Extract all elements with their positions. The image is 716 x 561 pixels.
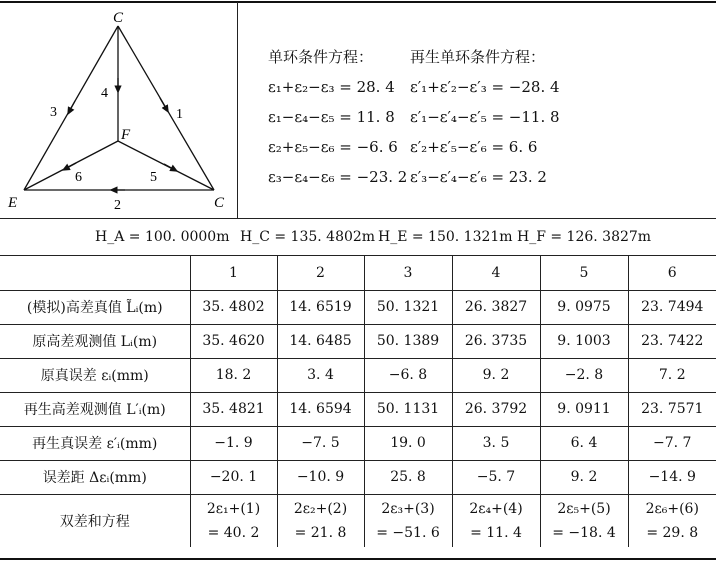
table-corner-cell xyxy=(0,256,190,290)
table-cell xyxy=(628,494,716,547)
table-cell: 7. 2 xyxy=(628,358,716,392)
table-cell: 9. 2 xyxy=(452,358,540,392)
edge-label-4: 4 xyxy=(101,86,108,101)
regen-loop-equations xyxy=(410,42,560,192)
table-cell: 50. 1131 xyxy=(364,392,452,426)
table-cell: 9. 0975 xyxy=(540,290,628,324)
column-header: 4 xyxy=(452,256,540,290)
column-header: 3 xyxy=(364,256,452,290)
regen-eq-2: ε′₁−ε′₄−ε′₅ = −11. 8 xyxy=(410,108,560,126)
diagram-bottom-rule xyxy=(0,218,716,219)
edge-label-6: 6 xyxy=(75,170,82,185)
table-cell: 26. 3735 xyxy=(452,324,540,358)
row-label: 原高差观测值 Lᵢ(m) xyxy=(0,324,190,358)
table-cell: 35. 4802 xyxy=(190,290,277,324)
table-row xyxy=(0,426,716,460)
table-cell: 23. 7422 xyxy=(628,324,716,358)
table-cell: −7. 7 xyxy=(628,426,716,460)
table-header-row xyxy=(0,256,716,290)
edge-label-3: 3 xyxy=(50,105,57,120)
table-cell: 14. 6485 xyxy=(277,324,364,358)
table-row xyxy=(0,460,716,494)
table-cell: 35. 4620 xyxy=(190,324,277,358)
regen-eq-3: ε′₂+ε′₅−ε′₆ = 6. 6 xyxy=(410,138,538,156)
node-label-bottom-left: E xyxy=(8,195,18,211)
diagram-divider xyxy=(237,2,238,218)
edge-6-arrow xyxy=(65,163,76,169)
table-cell: 14. 6519 xyxy=(277,290,364,324)
column-header: 5 xyxy=(540,256,628,290)
error-table xyxy=(0,256,716,547)
table-cell: 50. 1321 xyxy=(364,290,452,324)
regen-eq-1: ε′₁+ε′₂−ε′₃ = −28. 4 xyxy=(410,78,560,96)
table-row xyxy=(0,358,716,392)
row-label: 再生真误差 ε′ᵢ(mm) xyxy=(0,426,190,460)
table-cell: 14. 6594 xyxy=(277,392,364,426)
table-cell: −7. 5 xyxy=(277,426,364,460)
table-cell: 23. 7494 xyxy=(628,290,716,324)
table-cell xyxy=(364,494,452,547)
double-line-2: = 11. 4 xyxy=(470,524,522,541)
table-cell: 9. 2 xyxy=(540,460,628,494)
double-line-1: 2ε₂+(2) xyxy=(293,500,348,517)
table-cell: 35. 4821 xyxy=(190,392,277,426)
table-cell: 25. 8 xyxy=(364,460,452,494)
table-cell: 9. 0911 xyxy=(540,392,628,426)
single-loop-equations xyxy=(268,42,407,192)
table-cell xyxy=(190,494,277,547)
regen-loop-title: 再生单环条件方程： xyxy=(410,48,546,66)
edge-5-arrow xyxy=(164,164,175,170)
edge-label-2: 2 xyxy=(114,198,121,213)
node-label-bottom-right: C xyxy=(214,195,225,211)
double-line-1: 2ε₅+(5) xyxy=(557,500,611,517)
table-cell: −5. 7 xyxy=(452,460,540,494)
table-cell xyxy=(277,494,364,547)
node-label-center: F xyxy=(121,127,131,143)
table-cell: −2. 8 xyxy=(540,358,628,392)
table-cell: 3. 4 xyxy=(277,358,364,392)
table-cell: −1. 9 xyxy=(190,426,277,460)
double-line-2: = 21. 8 xyxy=(294,524,347,541)
row-label: (模拟)高差真值 L̃ᵢ(m) xyxy=(0,290,190,324)
table-row xyxy=(0,392,716,426)
node-label-top: C xyxy=(113,10,124,26)
table-cell: −14. 9 xyxy=(628,460,716,494)
table-cell: 19. 0 xyxy=(364,426,452,460)
table-cell: −6. 8 xyxy=(364,358,452,392)
column-header: 1 xyxy=(190,256,277,290)
table-cell: 26. 3792 xyxy=(452,392,540,426)
double-line-1: 2ε₆+(6) xyxy=(645,500,699,517)
table-cell xyxy=(452,494,540,547)
table-row xyxy=(0,290,716,324)
height-f: H_F = 126. 3827m xyxy=(517,229,652,245)
edge-label-5: 5 xyxy=(150,170,157,185)
bottom-border xyxy=(0,558,716,560)
double-line-2: = 29. 8 xyxy=(646,524,699,541)
row-label: 再生高差观测值 L′ᵢ(m) xyxy=(0,392,190,426)
known-heights-row xyxy=(0,220,716,254)
table-cell: 50. 1389 xyxy=(364,324,452,358)
height-a: H_A = 100. 0000m xyxy=(95,229,230,245)
regen-eq-4: ε′₃−ε′₄−ε′₆ = 23. 2 xyxy=(410,168,547,186)
single-eq-1: ε₁+ε₂−ε₃ = 28. 4 xyxy=(268,78,395,96)
edge-1-arrow xyxy=(160,98,167,110)
table-cell: 18. 2 xyxy=(190,358,277,392)
edge-3-arrow xyxy=(69,101,75,112)
column-header: 2 xyxy=(277,256,364,290)
double-line-2: = 40. 2 xyxy=(207,524,260,541)
single-eq-4: ε₃−ε₄−ε₆ = −23. 2 xyxy=(268,168,408,186)
table-row xyxy=(0,324,716,358)
table-cell: −20. 1 xyxy=(190,460,277,494)
height-c: H_C = 135. 4802m xyxy=(240,229,376,245)
row-label: 原真误差 εᵢ(mm) xyxy=(0,358,190,392)
table-cell: −10. 9 xyxy=(277,460,364,494)
edge-label-1: 1 xyxy=(176,107,183,122)
table-cell xyxy=(540,494,628,547)
height-e: H_E = 150. 1321m xyxy=(378,229,513,245)
column-header: 6 xyxy=(628,256,716,290)
table-cell: 9. 1003 xyxy=(540,324,628,358)
single-eq-2: ε₁−ε₄−ε₅ = 11. 8 xyxy=(268,108,395,126)
double-line-2: = −18. 4 xyxy=(552,524,616,541)
table-cell: 26. 3827 xyxy=(452,290,540,324)
leveling-network-diagram xyxy=(0,2,237,217)
single-loop-title: 单环条件方程： xyxy=(268,48,374,66)
table-cell: 3. 5 xyxy=(452,426,540,460)
double-line-1: 2ε₄+(4) xyxy=(469,500,523,517)
table-cell: 6. 4 xyxy=(540,426,628,460)
single-eq-3: ε₂+ε₅−ε₆ = −6. 6 xyxy=(268,138,398,156)
double-line-1: 2ε₁+(1) xyxy=(206,500,261,517)
double-line-1: 2ε₃+(3) xyxy=(381,500,435,517)
row-label: 双差和方程 xyxy=(0,494,190,547)
table-cell: 23. 7571 xyxy=(628,392,716,426)
double-line-2: = −51. 6 xyxy=(376,524,440,541)
table-row-double-difference xyxy=(0,494,716,547)
row-label: 误差距 Δεᵢ(mm) xyxy=(0,460,190,494)
